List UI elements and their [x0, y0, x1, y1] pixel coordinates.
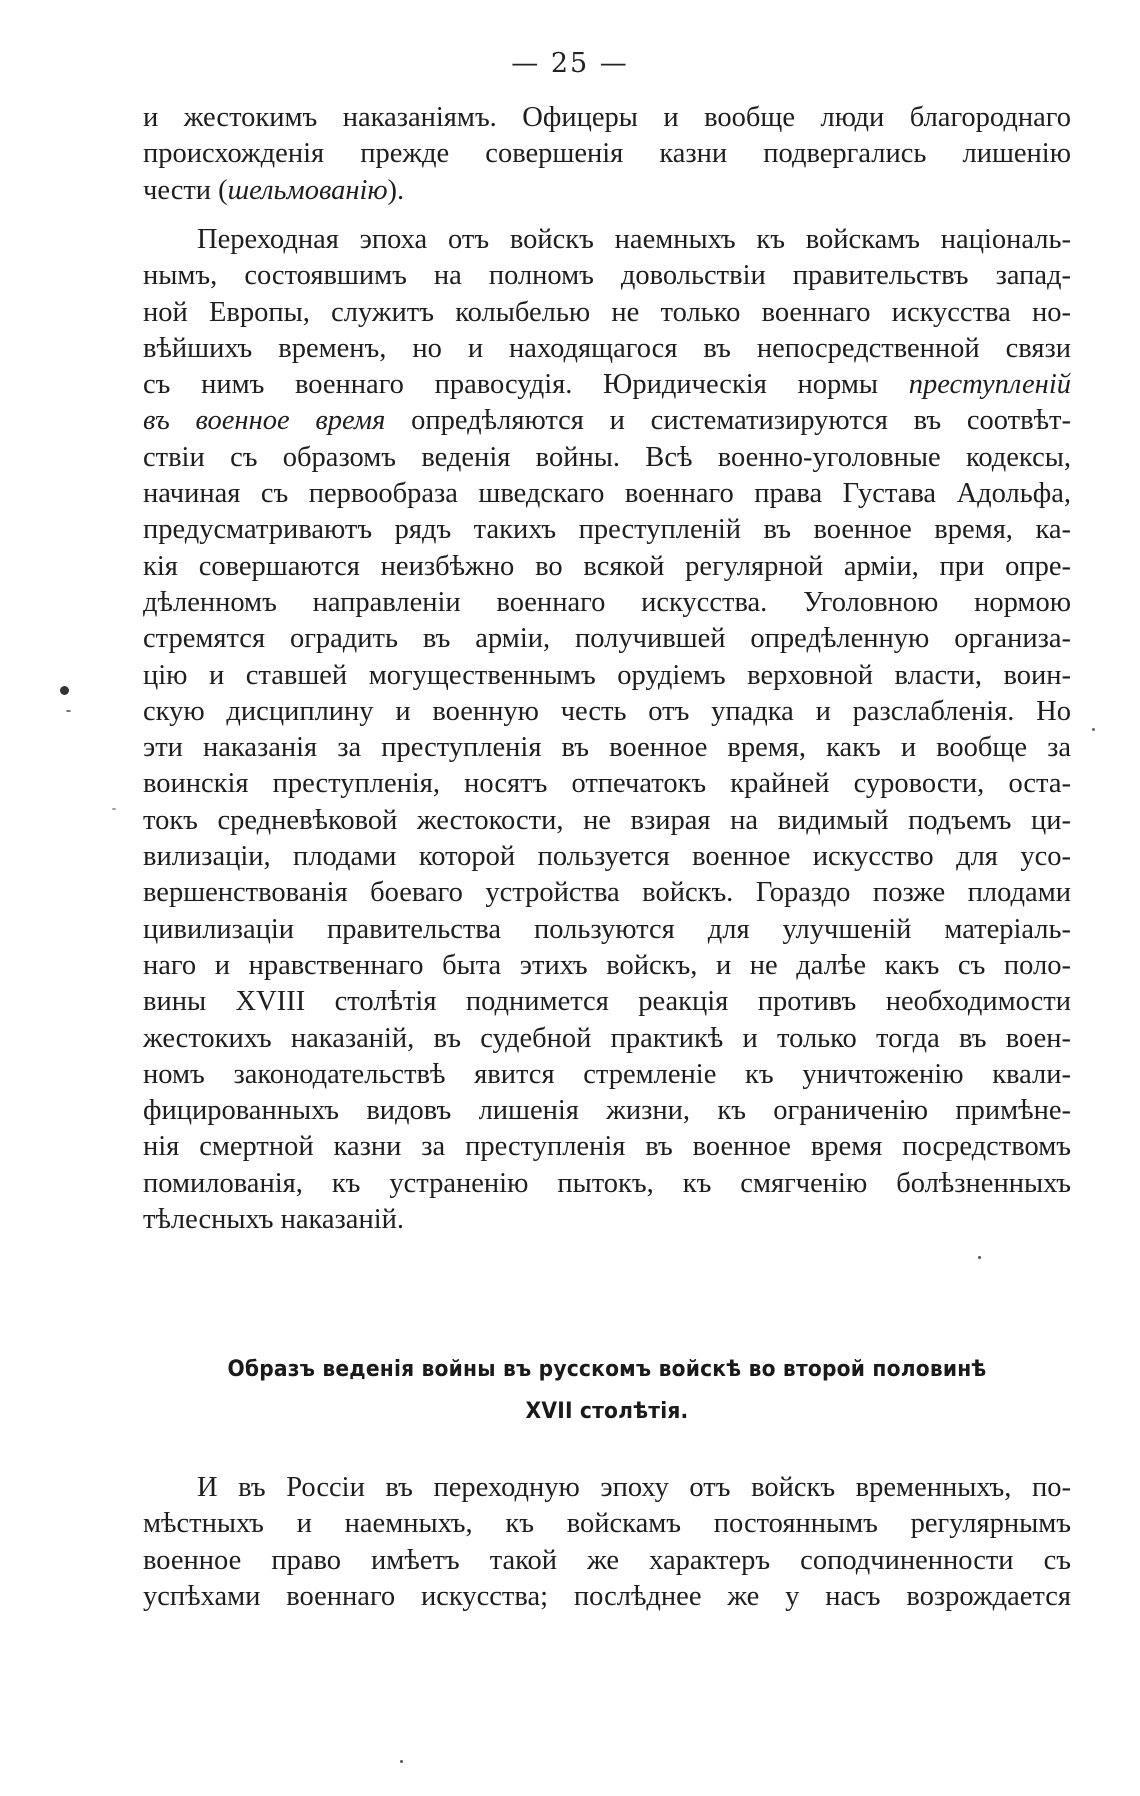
scan-speck — [978, 1256, 981, 1259]
text-line: стремятся оградить въ арміи, получившей опредѣленную организа- — [143, 623, 1071, 655]
text-line: чести (шельмованію). — [143, 174, 405, 206]
text-line: съ нимъ военнаго правосудія. Юридическія нормы преступленій — [143, 369, 1071, 401]
text-line: нія смертной казни за преступленія въ военное время посредствомъ — [143, 1131, 1071, 1163]
text-line: помилованія, къ устраненію пытокъ, къ смягченію болѣзненныхъ — [143, 1167, 1071, 1199]
text-line: цію и ставшей могущественнымъ орудіемъ верховной власти, воин- — [143, 659, 1071, 691]
text-line: начиная съ первообраза шведскаго военнаго права Густава Адольфа, — [143, 478, 1071, 510]
paragraph-transition-epoch — [143, 222, 1071, 1238]
text-line: ной Европы, служитъ колыбелью не только военнаго искусства но- — [143, 296, 1071, 328]
text-line: тѣлесныхъ наказаній. — [143, 1204, 405, 1236]
text-line: мѣстныхъ и наемныхъ, къ войскамъ постояннымъ регулярнымъ — [143, 1508, 1071, 1540]
italic-phrase: преступленій — [908, 369, 1071, 401]
text-line: скую дисциплину и военную честь отъ упадка и разслабленія. Но — [143, 695, 1071, 727]
text-line: вершенствованія боеваго устройства войскъ. Гораздо позже плодами — [143, 877, 1071, 909]
text-line: успѣхами военнаго искусства; послѣднее же у насъ возрождается — [143, 1580, 1071, 1612]
italic-phrase: въ военное время — [143, 405, 386, 437]
section-heading-line-1: Образъ веденія войны въ русскомъ войскѣ во второй половинѣ — [227, 1356, 987, 1382]
text-line: фицированныхъ видовъ лишенія жизни, къ ограниченію примѣне- — [143, 1095, 1071, 1127]
text-line: дѣленномъ направленіи военнаго искусства. Уголовною нормою — [143, 586, 1071, 618]
text-line: происхожденія прежде совершенія казни подвергались лишенію — [143, 138, 1071, 170]
text-line: жестокихъ наказаній, въ судебной практикѣ и только тогда въ воен- — [143, 1022, 1071, 1054]
paragraph-russia — [143, 1470, 1071, 1615]
text-line: нымъ, состоявшимъ на полномъ довольствіи правительствъ запад- — [143, 260, 1071, 292]
scan-speck — [66, 710, 71, 712]
text-line: Переходная эпоха отъ войскъ наемныхъ къ войскамъ національ- — [197, 224, 1071, 255]
text-line: цивилизаціи правительства пользуются для улучшеній матеріаль- — [143, 913, 1071, 945]
text-line: эти наказанія за преступленія въ военное время, какъ и вообще за — [143, 732, 1071, 764]
text-line: И въ Россіи въ переходную эпоху отъ войскъ временныхъ, по- — [197, 1472, 1071, 1503]
scan-speck — [400, 1760, 403, 1763]
text-line: токъ средневѣковой жестокости, не взирая на видимый подъемъ ци- — [143, 804, 1071, 836]
text-line: вины XVIII столѣтія поднимется реакція противъ необходимости — [143, 986, 1071, 1018]
text-line: наго и нравственнаго быта этихъ войскъ, и не далѣе какъ съ поло- — [143, 949, 1071, 981]
text-line: въ военное время опредѣляются и систематизируются въ соотвѣт- — [143, 405, 1071, 437]
paragraph-continuation — [143, 100, 1071, 209]
text-line: и жестокимъ наказаніямъ. Офицеры и вообще люди благороднаго — [143, 102, 1071, 133]
text-line: предусматриваютъ рядъ такихъ преступленій въ военное время, ка- — [143, 514, 1071, 546]
text-line: военное право имѣетъ такой же характеръ соподчиненности съ — [143, 1544, 1071, 1576]
section-heading-line-2: XVII столѣтія. — [525, 1398, 689, 1424]
section-heading — [143, 1348, 1071, 1432]
scan-speck — [112, 808, 116, 810]
page-number: — 25 — — [511, 48, 629, 79]
text-line: воинскія преступленія, носятъ отпечатокъ крайней суровости, оста- — [143, 768, 1071, 800]
text-line: кія совершаются неизбѣжно во всякой регулярной арміи, при опре- — [143, 550, 1071, 582]
text-line: номъ законодательствѣ явится стремленіе къ уничтоженію квали- — [143, 1058, 1071, 1090]
text-line: вѣйшихъ временъ, но и находящагося въ непосредственной связи — [143, 332, 1071, 364]
scan-speck — [60, 686, 69, 695]
italic-phrase: шельмованію — [227, 174, 388, 206]
scan-speck — [1092, 728, 1095, 731]
text-line: вилизаціи, плодами которой пользуется военное искусство для усо- — [143, 841, 1071, 873]
text-line: ствіи съ образомъ веденія войны. Всѣ военно-уголовные кодексы, — [143, 441, 1071, 473]
